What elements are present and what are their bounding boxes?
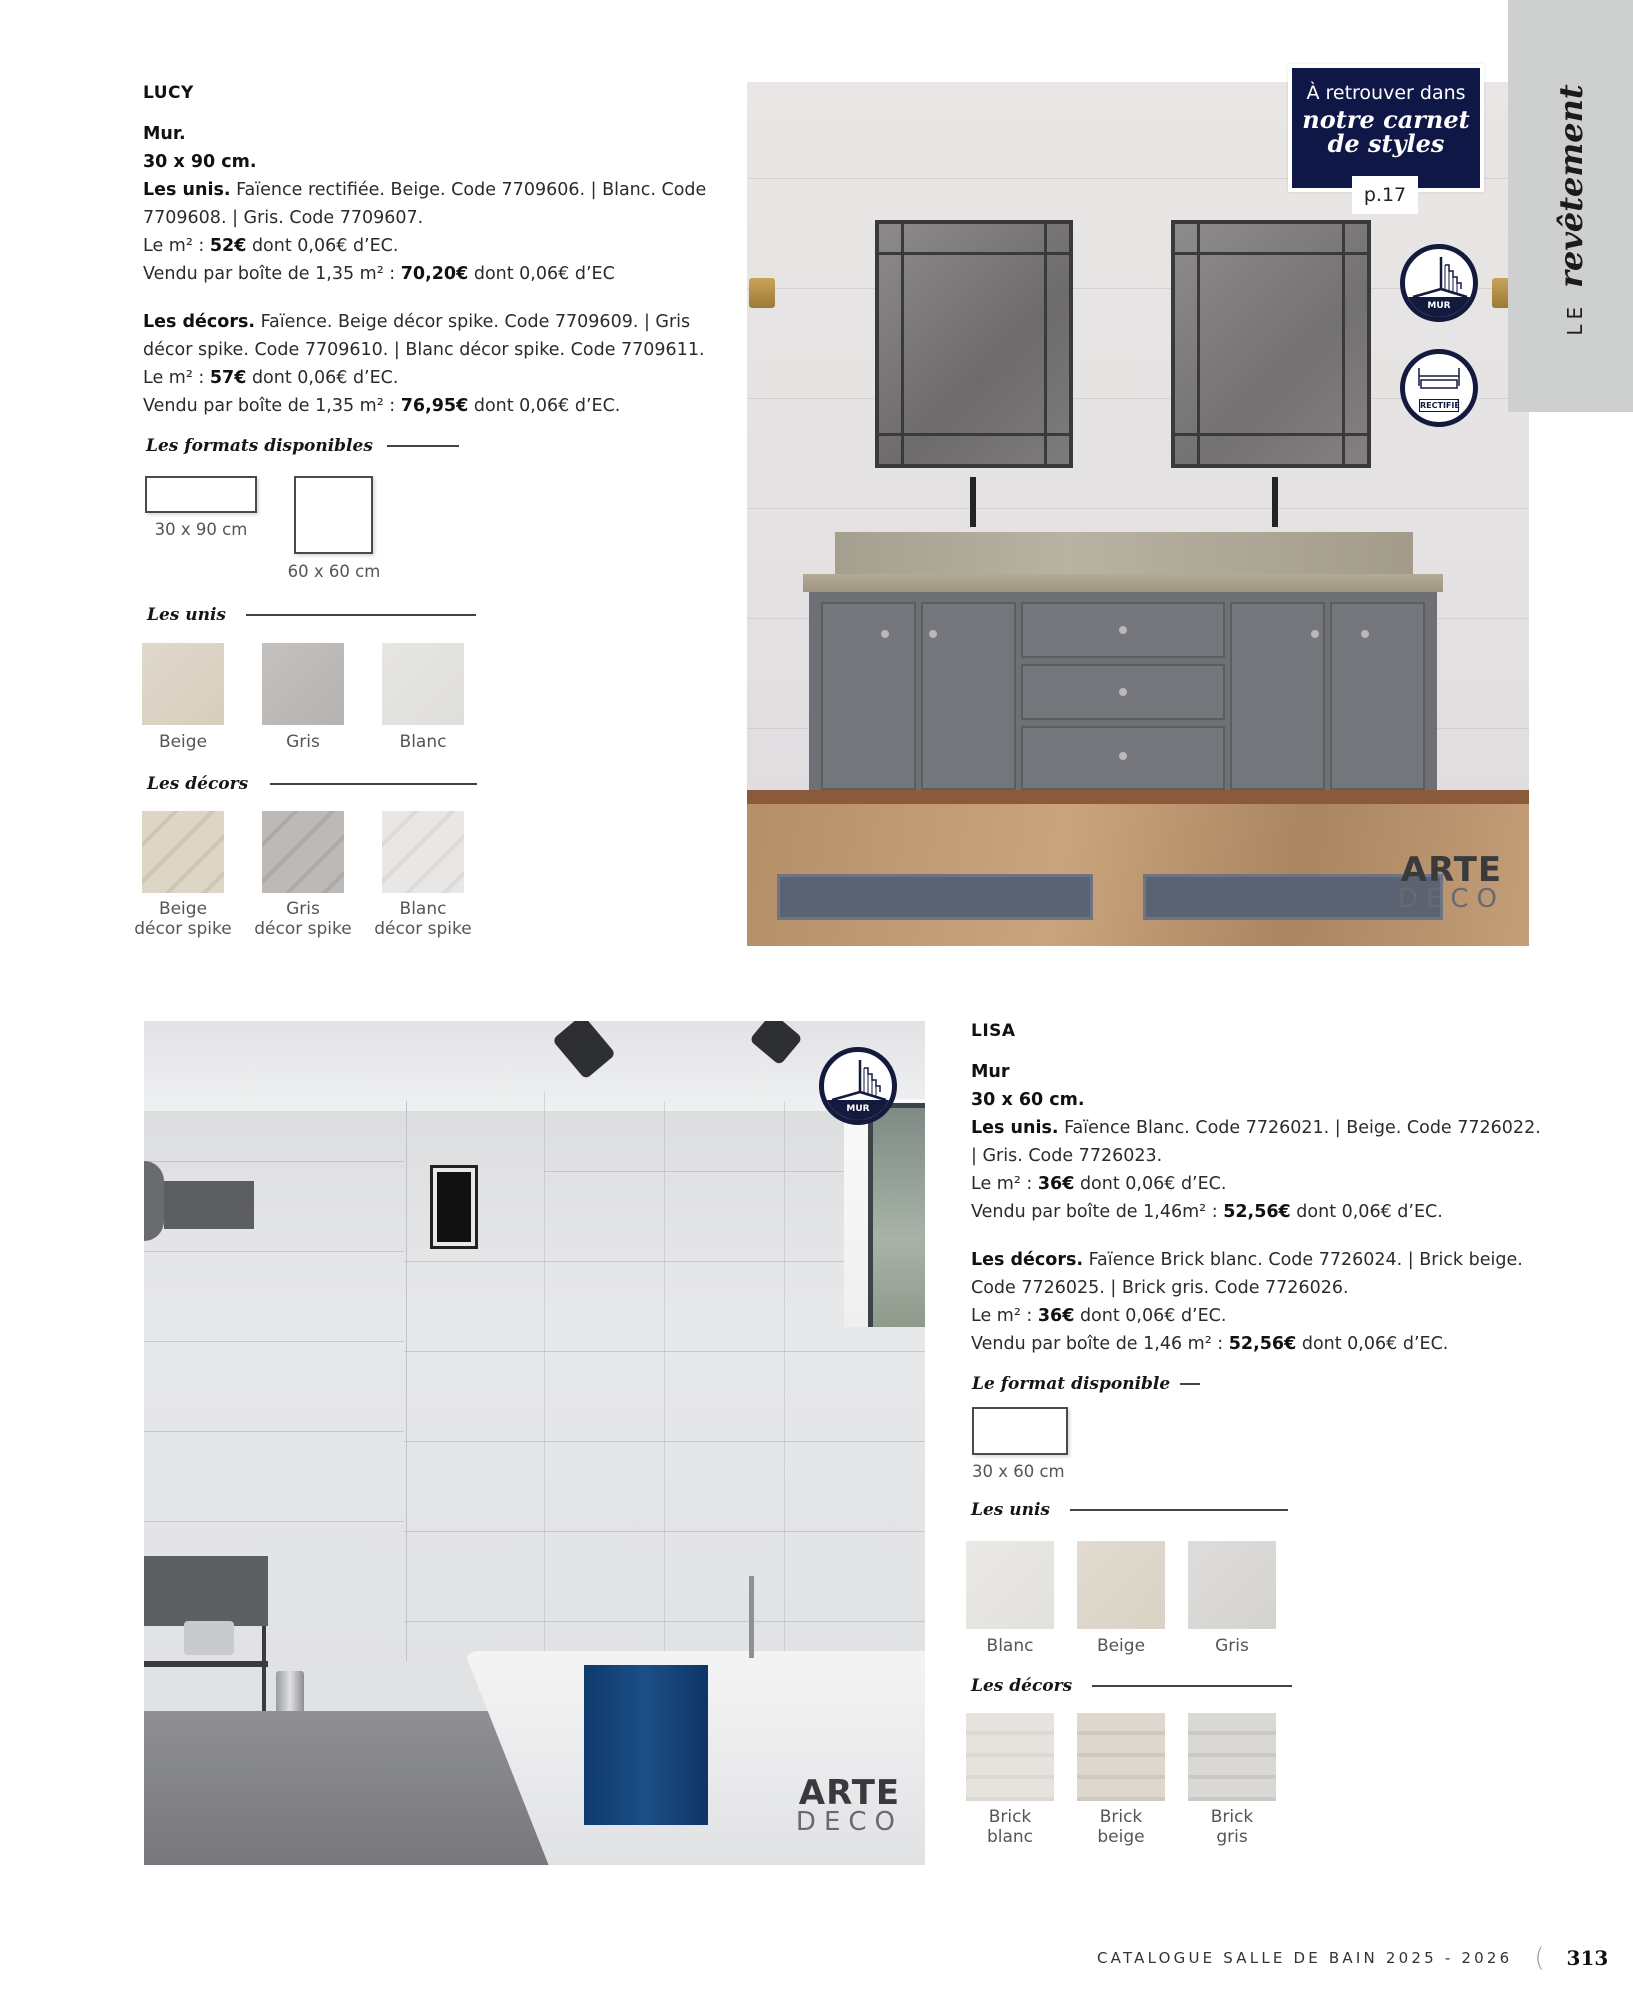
price-value: 52€ <box>209 236 247 256</box>
product-name: LUCY <box>143 83 194 103</box>
price-value: 52,56€ <box>1228 1334 1297 1354</box>
unis-title <box>147 605 476 625</box>
product-description <box>143 120 713 420</box>
product-name: LISA <box>971 1021 1016 1041</box>
price-prefix: Le m² : <box>143 236 210 256</box>
price-suffix: dont 0,06€ d’EC. <box>1074 1306 1227 1326</box>
unis-label: Les unis. <box>971 1118 1059 1138</box>
size: 30 x 90 cm. <box>143 152 257 172</box>
backsplash <box>835 532 1413 574</box>
price-prefix: Vendu par boîte de 1,35 m² : <box>143 264 401 284</box>
rectified-icon <box>1405 360 1473 404</box>
towel <box>584 1665 708 1825</box>
arte-deco-logo: ARTE DECO <box>795 1773 903 1837</box>
price-suffix: dont 0,06€ d’EC. <box>246 236 399 256</box>
lisa-unis-swatches <box>966 1541 1276 1629</box>
swatch-blanc <box>966 1541 1054 1629</box>
decors-price-box <box>143 392 713 420</box>
swatch-label: Beige décor spike <box>134 899 232 939</box>
size: 30 x 60 cm. <box>971 1090 1085 1110</box>
decors-paragraph <box>143 308 713 364</box>
formats-title-text: Le format disponible <box>972 1374 1171 1394</box>
price-suffix: dont 0,06€ d’EC. <box>1296 1334 1449 1354</box>
tab-title: revêtement <box>1551 84 1590 288</box>
decors-price-m2 <box>971 1302 1541 1330</box>
swatch-label: Blanc <box>399 732 447 752</box>
price-prefix: Le m² : <box>971 1174 1038 1194</box>
lisa-product-block <box>971 1021 1541 1358</box>
mirror-right <box>1171 220 1371 468</box>
console-stand <box>144 1556 268 1626</box>
unis-price-m2 <box>971 1170 1541 1198</box>
bath-rug <box>777 874 1093 920</box>
swatch-label: Gris <box>286 732 320 752</box>
swatch-brick-blanc <box>966 1713 1054 1801</box>
lucy-product-block <box>143 83 713 420</box>
mur-badge <box>819 1047 897 1125</box>
swatch-label: Brick gris <box>1210 1807 1254 1847</box>
price-value: 57€ <box>209 368 247 388</box>
decors-label: Les décors. <box>971 1250 1084 1270</box>
decors-paragraph <box>971 1246 1541 1302</box>
swatch-beige <box>142 643 224 725</box>
carnet-styles-callout <box>1288 64 1484 192</box>
lisa-bathroom-photo <box>144 1021 925 1865</box>
formats-title <box>972 1374 1200 1394</box>
vanity-cabinet <box>809 592 1437 804</box>
unis-paragraph <box>143 176 713 232</box>
swatch-gris <box>1188 1541 1276 1629</box>
price-prefix: Le m² : <box>143 368 210 388</box>
unis-text: Faïence Blanc. Code 7726021. | Beige. Code 7726022. | Gris. Code 7726023. <box>971 1118 1541 1166</box>
swatch-label: Gris <box>1215 1636 1249 1656</box>
unis-price-box <box>143 260 713 288</box>
unis-title-text: Les unis <box>147 605 227 625</box>
arte-deco-logo: ARTE DECO <box>1397 850 1505 914</box>
price-suffix: dont 0,06€ d’EC <box>468 264 615 284</box>
decors-text: Faïence Brick blanc. Code 7726024. | Brick beige. Code 7726025. | Brick gris. Code 7726026. <box>971 1250 1523 1298</box>
callout-page-ref[interactable]: p.17 <box>1352 176 1418 214</box>
format-60x60 <box>294 476 373 554</box>
countertop <box>803 574 1443 592</box>
swatch-label: Brick blanc <box>986 1807 1034 1847</box>
format-label: 60 x 60 cm <box>287 562 381 581</box>
price-prefix: Vendu par boîte de 1,46 m² : <box>971 1334 1229 1354</box>
unis-title-text: Les unis <box>971 1500 1051 1520</box>
wall-icon <box>1405 253 1473 303</box>
wall-sconce <box>749 278 775 308</box>
swatch-item <box>262 643 344 725</box>
price-value: 36€ <box>1037 1174 1075 1194</box>
wall-icon <box>824 1056 892 1106</box>
format-label: 30 x 90 cm <box>154 520 248 539</box>
price-suffix: dont 0,06€ d’EC. <box>246 368 399 388</box>
title-rule <box>270 783 477 785</box>
swatch-label: Beige <box>1096 1636 1146 1656</box>
price-prefix: Vendu par boîte de 1,35 m² : <box>143 396 401 416</box>
swatch-brick-gris <box>1188 1713 1276 1801</box>
unis-paragraph <box>971 1114 1541 1170</box>
page-number: 313 <box>1566 1946 1609 1970</box>
footer-separator: ( <box>1534 1943 1545 1973</box>
price-prefix: Le m² : <box>971 1306 1038 1326</box>
rectifie-badge <box>1400 349 1478 427</box>
decors-price-m2 <box>143 364 713 392</box>
section-tab <box>1508 0 1633 412</box>
formats-title <box>146 436 459 456</box>
price-value: 52,56€ <box>1223 1202 1291 1222</box>
decors-title-text: Les décors <box>971 1676 1073 1696</box>
unis-title <box>971 1500 1288 1520</box>
swatch-label: Brick beige <box>1097 1807 1145 1847</box>
badge-label: MUR <box>824 1100 892 1120</box>
title-rule <box>387 445 459 447</box>
price-value: 76,95€ <box>400 396 469 416</box>
window <box>844 1099 925 1327</box>
decors-title-text: Les décors <box>147 774 249 794</box>
title-rule <box>1092 1685 1292 1687</box>
callout-line2: notre carnet <box>1302 105 1470 134</box>
callout-line1: À retrouver dans <box>1306 82 1466 104</box>
decors-price-box <box>971 1330 1541 1358</box>
lisa-decors-swatches <box>966 1713 1276 1801</box>
swatch-blanc-decor-spike <box>382 811 464 893</box>
swatch-beige-decor-spike <box>142 811 224 893</box>
swatch-item <box>382 643 464 725</box>
usage: Mur <box>971 1062 1010 1082</box>
swatch-label: Blanc <box>986 1636 1034 1656</box>
callout-line3: de styles <box>1327 129 1445 158</box>
page-footer <box>1097 1943 1608 1973</box>
price-prefix: Vendu par boîte de 1,46m² : <box>971 1202 1224 1222</box>
section-tab-label <box>1552 84 1590 335</box>
price-suffix: dont 0,06€ d’EC. <box>1074 1174 1227 1194</box>
swatch-gris-decor-spike <box>262 811 344 893</box>
price-suffix: dont 0,06€ d’EC. <box>1290 1202 1443 1222</box>
price-suffix: dont 0,06€ d’EC. <box>468 396 621 416</box>
formats-title-text: Les formats disponibles <box>146 436 373 456</box>
decors-title <box>971 1676 1292 1696</box>
tab-prefix: LE <box>1562 301 1587 336</box>
price-value: 70,20€ <box>400 264 469 284</box>
swatch-label: Blanc décor spike <box>374 899 472 939</box>
unis-label: Les unis. <box>143 180 231 200</box>
title-rule <box>246 614 476 616</box>
format-30x60 <box>972 1407 1068 1455</box>
decors-text: Faïence. Beige décor spike. Code 7709609. | Gris décor spike. Code 7709610. | Blanc décor spike. Code 7709611. <box>143 312 705 360</box>
swatch-blanc <box>382 643 464 725</box>
swatch-label: Beige <box>158 732 208 752</box>
wall-shelf <box>164 1181 254 1229</box>
title-rule <box>1070 1509 1288 1511</box>
swatch-brick-beige <box>1077 1713 1165 1801</box>
format-30x90 <box>145 476 257 513</box>
lucy-unis-swatches <box>142 643 464 725</box>
swatch-beige <box>1077 1541 1165 1629</box>
product-description <box>971 1058 1541 1358</box>
decors-label: Les décors. <box>143 312 256 332</box>
unis-price-m2 <box>143 232 713 260</box>
swatch-gris <box>262 643 344 725</box>
unis-price-box <box>971 1198 1541 1226</box>
mur-badge <box>1400 244 1478 322</box>
usage: Mur. <box>143 124 186 144</box>
catalogue-title: CATALOGUE SALLE DE BAIN 2025 - 2026 <box>1097 1949 1513 1967</box>
mirror-left <box>875 220 1073 468</box>
lucy-decors-swatches <box>142 811 464 893</box>
badge-label: RECTIFIÉ <box>1420 401 1460 410</box>
format-label: 30 x 60 cm <box>972 1462 1065 1481</box>
badge-label: MUR <box>1405 297 1473 317</box>
unis-text: Faïence rectifiée. Beige. Code 7709606. | Blanc. Code 7709608. | Gris. Code 7709607. <box>143 180 707 228</box>
framed-picture <box>430 1165 478 1249</box>
price-value: 36€ <box>1037 1306 1075 1326</box>
swatch-item <box>142 643 224 725</box>
decors-title <box>147 774 477 794</box>
title-rule <box>1180 1383 1200 1385</box>
swatch-label: Gris décor spike <box>254 899 352 939</box>
